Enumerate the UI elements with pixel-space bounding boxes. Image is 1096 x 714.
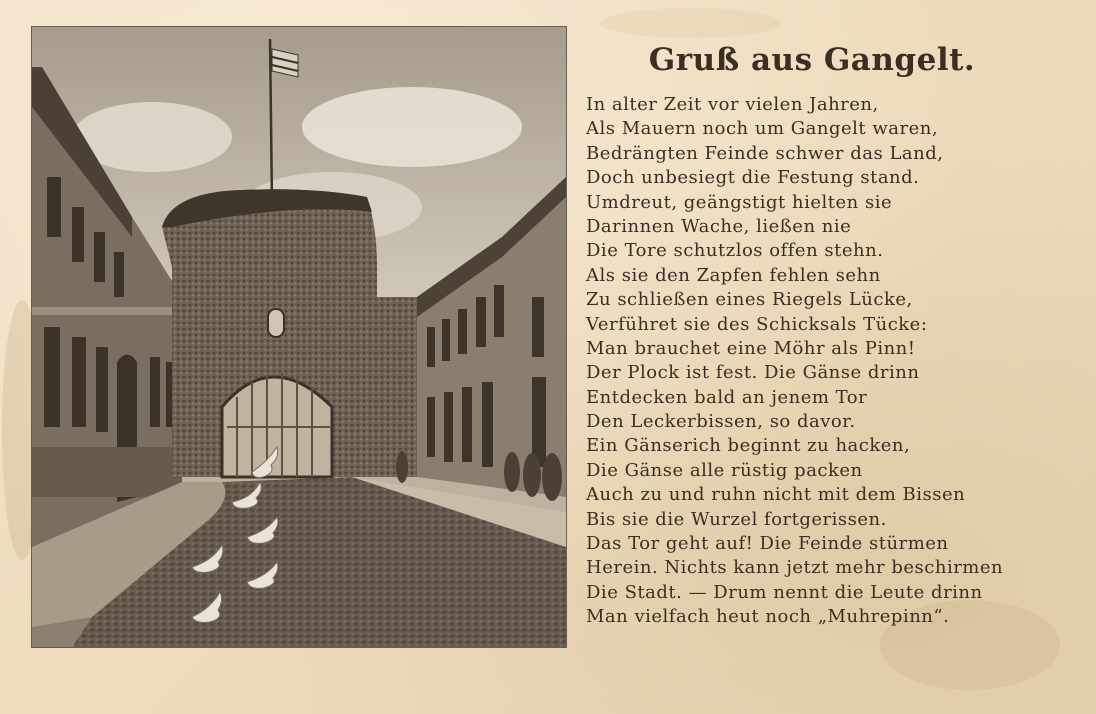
- poem-line: Der Plock ist fest. Die Gänse drinn: [586, 362, 920, 384]
- poem-line: Die Stadt. — Drum nennt die Leute drinn: [586, 581, 983, 603]
- poem-line: Bedrängten Feinde schwer das Land,: [586, 142, 944, 164]
- poem-line: Das Tor geht auf! Die Feinde stürmen: [586, 533, 949, 555]
- poem-line: Auch zu und ruhn nicht mit dem Bissen: [586, 484, 966, 506]
- poem-line: Doch unbesiegt die Festung stand.: [586, 167, 920, 189]
- poem-line: Entdecken bald an jenem Tor: [586, 386, 868, 408]
- wall-tower: [367, 297, 417, 477]
- town-gate-illustration: [32, 27, 566, 647]
- paper-stain: [600, 8, 780, 38]
- poem-line: Den Leckerbissen, so davor.: [586, 411, 856, 433]
- poem: [586, 93, 1056, 630]
- poem-line: Ein Gänserich beginnt zu hacken,: [586, 435, 911, 457]
- poem-line: In alter Zeit vor vielen Jahren,: [586, 94, 879, 115]
- poem-line: Bis sie die Wurzel fortgerissen.: [586, 508, 887, 530]
- poem-line: Als Mauern noch um Gangelt waren,: [586, 118, 939, 140]
- poem-line: Herein. Nichts kann jetzt mehr beschirmen: [586, 557, 1004, 579]
- poem-line: Als sie den Zapfen fehlen sehn: [586, 264, 881, 286]
- poem-line: Die Gänse alle rüstig packen: [586, 459, 863, 481]
- poem-line: Verführet sie des Schicksals Tücke:: [586, 313, 928, 335]
- poem-line: Zu schließen eines Riegels Lücke,: [586, 289, 913, 311]
- poem-line: Man vielfach heut noch „Muhrepinn“.: [586, 606, 950, 628]
- poem-line: Umdreut, geängstigt hielten sie: [586, 191, 893, 213]
- poem-line: Die Tore schutzlos offen stehn.: [586, 240, 884, 262]
- town-gate-picture: [32, 27, 566, 647]
- postcard-title: Gruß aus Gangelt.: [648, 42, 976, 78]
- poem-line: Man brauchet eine Möhr als Pinn!: [586, 337, 916, 359]
- poem-line: Darinnen Wache, ließen nie: [586, 215, 852, 237]
